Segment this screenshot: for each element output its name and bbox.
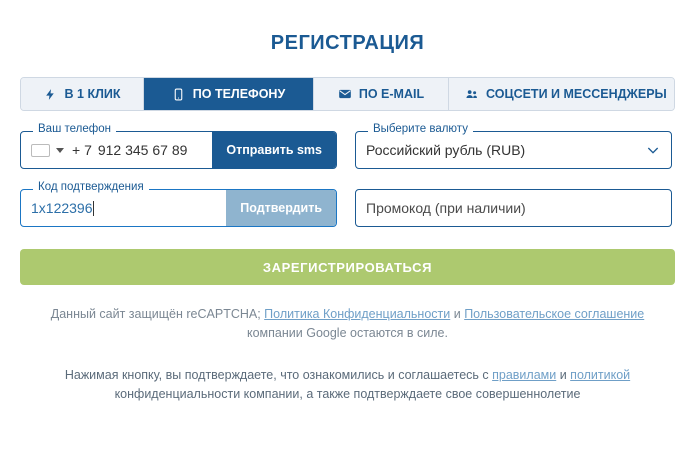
- tab-one-click[interactable]: [21, 78, 144, 110]
- recaptcha-mid: и: [450, 307, 465, 321]
- tab-by-phone-label: ПО ТЕЛЕФОНУ: [192, 87, 286, 101]
- currency-field-group: [355, 123, 672, 169]
- currency-field-label: Выберите валюту: [368, 124, 473, 136]
- policy-link[interactable]: политикой: [570, 367, 631, 382]
- tab-one-click-label: В 1 КЛИК: [64, 87, 121, 101]
- confirmation-code-label: Код подтверждения: [33, 182, 149, 194]
- country-selector[interactable]: [21, 132, 64, 168]
- currency-select-inner[interactable]: [356, 132, 671, 168]
- envelope-icon: [338, 87, 352, 101]
- tab-by-phone[interactable]: [144, 78, 314, 110]
- registration-method-tabs: [20, 77, 675, 111]
- tab-social-messengers[interactable]: [449, 78, 675, 110]
- send-sms-button[interactable]: Отправить sms: [212, 132, 336, 168]
- confirmation-code-input[interactable]: 1х122396: [31, 200, 93, 216]
- tab-social-messengers-label: СОЦСЕТИ И МЕССЕНДЖЕРЫ: [486, 87, 667, 101]
- users-icon: [465, 87, 479, 101]
- phone-icon: [172, 87, 186, 101]
- text-cursor: [93, 201, 94, 216]
- recaptcha-prefix: Данный сайт защищён reCAPTCHA;: [50, 307, 265, 321]
- consent-prefix: Нажимая кнопку, вы подтверждаете, что ознакомились и соглашаетесь с: [64, 367, 493, 382]
- currency-selected-value: Российский рубль (RUB): [366, 142, 526, 158]
- promo-field-group: [355, 189, 672, 227]
- consent-mid: и: [556, 367, 571, 382]
- confirmation-code-field[interactable]: [20, 181, 337, 227]
- registration-form: [20, 123, 675, 227]
- phone-field[interactable]: [20, 123, 337, 169]
- chevron-down-icon: [645, 142, 661, 158]
- promo-code-input[interactable]: [356, 190, 671, 226]
- recaptcha-suffix: компании Google остаются в силе.: [247, 326, 448, 341]
- rules-link[interactable]: правилами: [492, 367, 557, 382]
- phone-dial-code: + 7: [72, 142, 92, 158]
- form-row-2: [20, 181, 675, 227]
- form-row-1: [20, 123, 675, 169]
- recaptcha-notice: [30, 305, 665, 344]
- ru-flag-icon: [31, 144, 50, 157]
- chevron-down-icon: [56, 148, 64, 153]
- code-field-group: [20, 181, 337, 227]
- confirm-code-button[interactable]: Подтвердить: [226, 190, 336, 226]
- page-title: РЕГИСТРАЦИЯ: [270, 32, 425, 54]
- terms-of-use-link[interactable]: Пользовательское соглашение: [464, 307, 645, 321]
- promo-code-field[interactable]: [355, 189, 672, 227]
- privacy-policy-link[interactable]: Политика Конфиденциальности: [264, 307, 451, 321]
- register-button[interactable]: ЗАРЕГИСТРИРОВАТЬСЯ: [20, 249, 675, 285]
- currency-select[interactable]: [355, 123, 672, 169]
- phone-field-group: [20, 123, 337, 169]
- lightning-icon: [44, 87, 58, 101]
- tab-by-email-label: ПО E-MAIL: [358, 87, 425, 101]
- consent-notice: [40, 366, 655, 405]
- consent-suffix: конфиденциальности компании, а также подтверждаете свое совершеннолетие: [114, 387, 581, 402]
- tab-by-email[interactable]: [314, 78, 449, 110]
- phone-field-label: Ваш телефон: [33, 124, 116, 136]
- phone-number-input[interactable]: 912 345 67 89: [97, 142, 188, 158]
